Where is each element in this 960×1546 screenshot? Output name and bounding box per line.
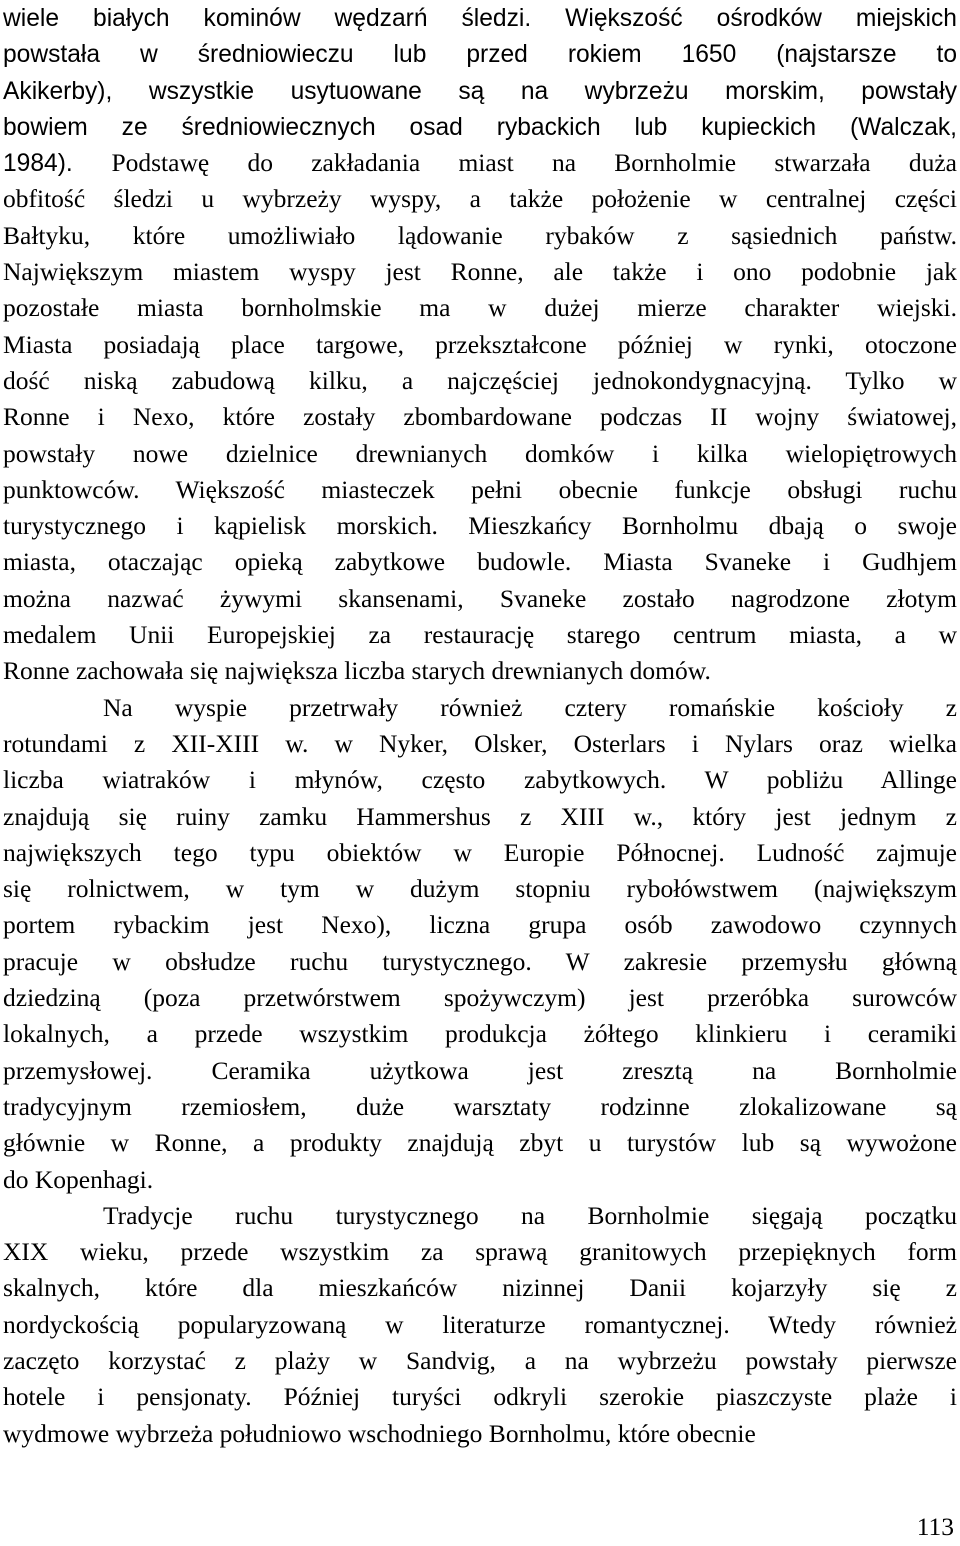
text-line: [3, 0, 957, 36]
text-segment: skalnych, które dla mieszkańców nizinnej Danii kojarzyły się z: [3, 1273, 957, 1303]
text-segment: liczba wiatraków i młynów, często zabytkowych. W pobliżu Allinge: [3, 765, 957, 795]
text-line: [3, 1162, 957, 1198]
text-segment: medalem Unii Europejskiej za restaurację starego centrum miasta, a w: [3, 620, 957, 650]
text-segment: rotundami z XII-XIII w. w Nyker, Olsker, Osterlars i Nylars oraz wielka: [3, 728, 957, 758]
text-segment: obfitość śledzi u wybrzeży wyspy, a także położenie w centralnej części: [3, 184, 957, 214]
text-line: [3, 1270, 957, 1306]
text-segment: Miasta posiadają place targowe, przekształcone później w rynki, otoczone: [3, 329, 957, 359]
text-line: [3, 1234, 957, 1270]
text-segment: największych tego typu obiektów w Europie Północnej. Ludność zajmuje: [3, 837, 957, 867]
text-line: [3, 544, 957, 580]
text-line: [3, 363, 957, 399]
text-segment: Ronne zachowała się największa liczba starych drewnianych domów.: [3, 656, 711, 686]
text-segment: głównie w Ronne, a produkty znajdują zbyt u turystów lub są wywożone: [3, 1128, 957, 1158]
text-segment: wiele białych kominów wędzarń śledzi.: [3, 5, 566, 32]
text-line: [3, 290, 957, 326]
paragraph: [3, 0, 957, 690]
text-line: [3, 109, 957, 145]
text-line: [3, 944, 957, 980]
text-segment: Akikerby), wszystkie usytuowane są na wybrzeżu morskim, powstały: [3, 77, 957, 105]
text-line: [3, 254, 957, 290]
text-line: [3, 653, 957, 689]
text-line: [3, 1416, 957, 1452]
text-line: [3, 871, 957, 907]
text-line: [3, 1379, 957, 1415]
text-line: [3, 472, 957, 508]
text-segment: Większość ośrodków miejskich: [565, 5, 957, 32]
text-line: [3, 181, 957, 217]
text-segment: XIX wieku, przede wszystkim za sprawą granitowych przepięknych form: [3, 1237, 957, 1267]
text-segment: miasta, otaczając opieką zabytkowe budowle. Miasta Svaneke i Gudhjem: [3, 547, 957, 577]
paragraph: [3, 1198, 957, 1452]
text-segment: wydmowe wybrzeża południowo wschodniego Bornholmu, które obecnie: [3, 1418, 756, 1448]
text-segment: zaczęto korzystać z plaży w Sandvig, a na wybrzeżu powstały pierwsze: [3, 1345, 957, 1375]
text-segment: do Kopenhagi.: [3, 1164, 154, 1194]
text-line: [3, 835, 957, 871]
text-line: [3, 726, 957, 762]
text-line: [3, 581, 957, 617]
text-line: [3, 145, 957, 181]
text-segment: powstały nowe dzielnice drewnianych domków i kilka wielopiętrowych: [3, 438, 957, 468]
text-line: [3, 1089, 957, 1125]
text-line: [3, 1125, 957, 1161]
text-segment: powstała w średniowieczu lub przed rokiem 1650 (najstarsze to: [3, 41, 957, 69]
text-segment: dość niską zabudową kilku, a najczęściej jednokondygnacyjną. Tylko w: [3, 365, 957, 395]
text-segment: dziedziną (poza przetwórstwem spożywczym) jest przeróbka surowców: [3, 983, 957, 1013]
text-segment: bowiem ze średniowiecznych osad rybackich lub kupieckich (Walczak,: [3, 113, 957, 141]
text-line: [3, 690, 957, 726]
text-segment: 1984).: [3, 150, 112, 178]
text-line: [3, 799, 957, 835]
text-line: [3, 73, 957, 109]
text-segment: Podstawę do zakładania miast na Bornholmie stwarzała duża: [111, 148, 957, 178]
text-segment: portem rybackim jest Nexo), liczna grupa osób zawodowo czynnych: [3, 910, 957, 940]
text-segment: Największym miastem wyspy jest Ronne, ale także i ono podobnie jak: [3, 257, 957, 287]
text-line: [3, 218, 957, 254]
text-segment: znajdują się ruiny zamku Hammershus z XIII w., który jest jednym z: [3, 801, 957, 831]
text-segment: hotele i pensjonaty. Później turyści odkryli szerokie piaszczyste plaże i: [3, 1382, 957, 1412]
text-line: [3, 436, 957, 472]
text-segment: lokalnych, a przede wszystkim produkcja żółtego klinkieru i ceramiki: [3, 1019, 957, 1049]
text-line: [3, 1198, 957, 1234]
text-line: [3, 762, 957, 798]
text-segment: turystycznego i kąpielisk morskich. Mieszkańcy Bornholmu dbają o swoje: [3, 511, 957, 541]
text-segment: punktowców. Większość miasteczek pełni obecnie funkcje obsługi ruchu: [3, 474, 957, 504]
text-line: [3, 1016, 957, 1052]
text-segment: się rolnictwem, w tym w dużym stopniu rybołówstwem (największym: [3, 874, 957, 904]
text-segment: Ronne i Nexo, które zostały zbombardowane podczas II wojny światowej,: [3, 402, 957, 432]
text-segment: Tradycje ruchu turystycznego na Bornholmie sięgają początku: [103, 1200, 957, 1230]
text-segment: pozostałe miasta bornholmskie ma w dużej mierze charakter wiejski.: [3, 293, 957, 323]
text-segment: Bałtyku, które umożliwiało lądowanie rybaków z sąsiednich państw.: [3, 220, 957, 250]
text-line: [3, 508, 957, 544]
text-line: [3, 617, 957, 653]
text-line: [3, 1343, 957, 1379]
text-segment: tradycyjnym rzemiosłem, duże warsztaty rodzinne zlokalizowane są: [3, 1091, 957, 1121]
document-page: [3, 0, 957, 1452]
paragraph: [3, 690, 957, 1198]
text-line: [3, 399, 957, 435]
text-line: [3, 1307, 957, 1343]
text-line: [3, 907, 957, 943]
text-line: [3, 1053, 957, 1089]
text-line: [3, 36, 957, 72]
text-segment: nordyckością popularyzowaną w literaturze romantycznej. Wtedy również: [3, 1309, 957, 1339]
text-line: [3, 980, 957, 1016]
text-segment: przemysłowej. Ceramika użytkowa jest zresztą na Bornholmie: [3, 1055, 957, 1085]
text-segment: można nazwać żywymi skansenami, Svaneke zostało nagrodzone złotym: [3, 583, 957, 613]
text-line: [3, 327, 957, 363]
page-number: 113: [916, 1512, 954, 1541]
text-segment: pracuje w obsłudze ruchu turystycznego. W zakresie przemysłu główną: [3, 946, 957, 976]
text-segment: Na wyspie przetrwały również cztery romańskie kościoły z: [103, 692, 957, 722]
